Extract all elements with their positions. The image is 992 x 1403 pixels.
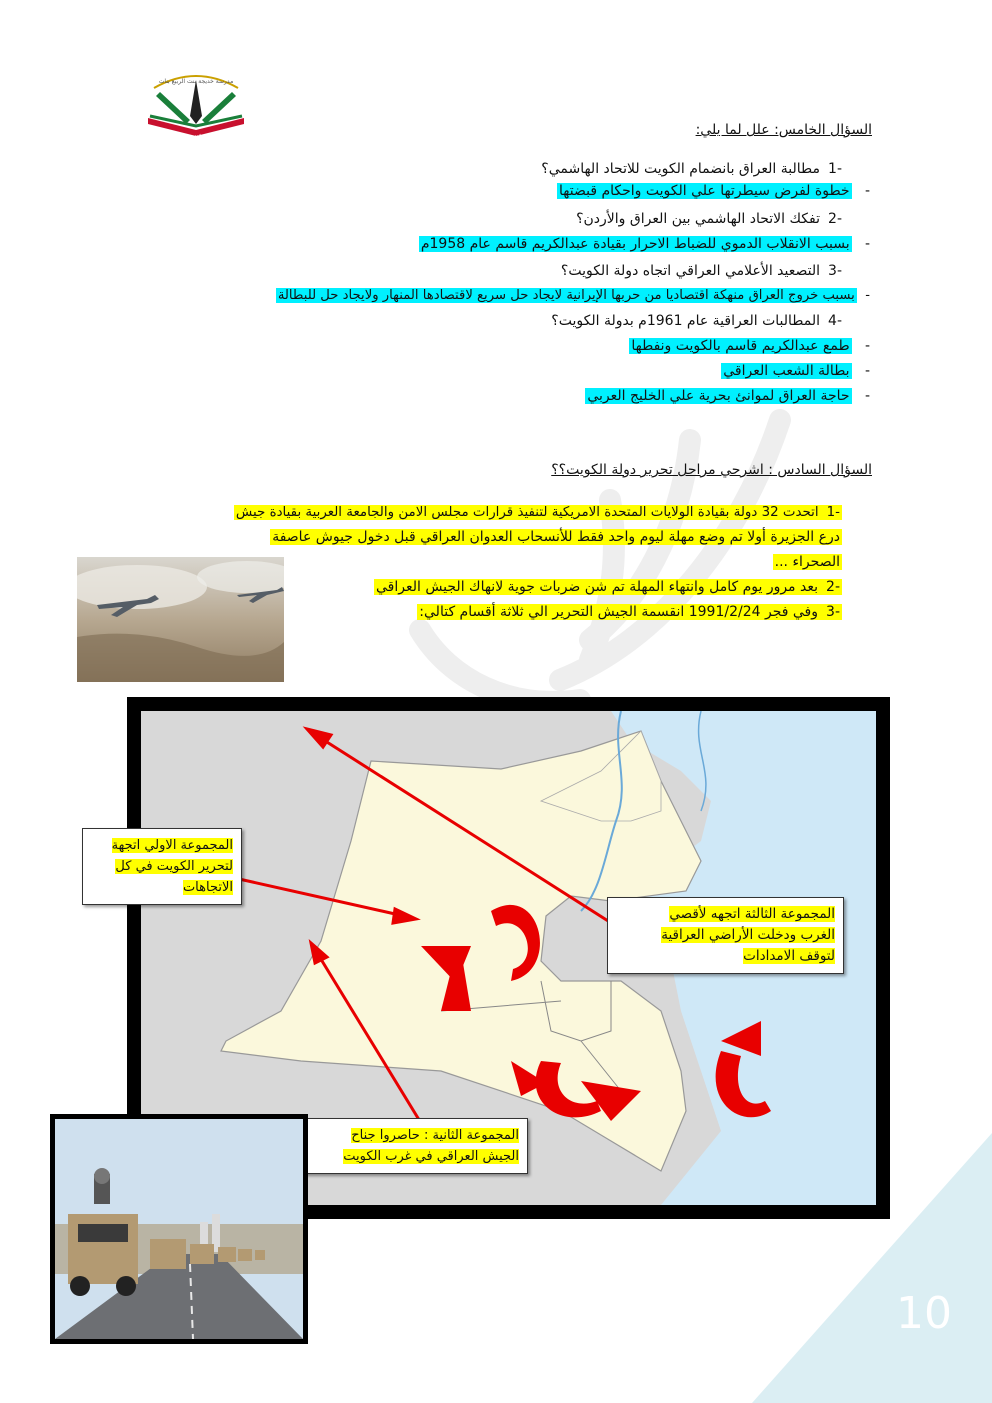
q5-item3-question: -3التصعيد الأعلامي العراقي اتجاه دولة الكويت؟ <box>560 263 842 279</box>
q5-item4-question: -4المطالبات العراقية عام 1961م بدولة الكويت؟ <box>551 313 842 329</box>
q6-point1-line3: الصحراء ... <box>774 554 840 570</box>
military-convoy-photo <box>50 1114 308 1344</box>
q5-item4-answer1: - طمع عبدالكريم قاسم بالكويت ونفطها <box>631 338 870 354</box>
logo-school-name: مدرسة خديجة بنت الربيع بنات <box>158 78 234 85</box>
watermark-graphic <box>360 380 820 740</box>
logo-motto: معاً للتميز <box>185 135 207 140</box>
question6-title: السؤال السادس : اشرحي مراحل تحرير دولة الكويت؟؟ <box>551 462 872 478</box>
callout-group3: المجموعة الثالثة اتجهه لأقصي الغرب ودخلت الأراضي العراقية لتوقف الامدادات <box>607 897 844 974</box>
q6-point1-line1: -1اتحدت 32 دولة بقيادة الولايات المتحدة الامريكية لتنفيذ قرارات مجلس الامن والجامعة العربية بقيادة جيش <box>235 505 840 520</box>
q6-point2: -2بعد مرور يوم كامل وانتهاء المهلة تم شن ضربات جوية لانهاك الجيش العراقي <box>375 579 840 595</box>
school-logo <box>140 70 252 140</box>
q5-item4-answer3: - حاجة العراق لموانئ بحرية علي الخليج العربي <box>587 388 870 404</box>
question5-title: السؤال الخامس: علل لما يلي: <box>695 122 872 138</box>
q5-item4-answer2: - بطالة الشعب العراقي <box>723 363 870 379</box>
q5-item3-answer: - بسبب خروج العراق منهكة اقتصاديا من حربها الإيرانية لايجاد حل سريع لاقتصادها المنهار ولايجاد حل للبطالة <box>277 288 870 303</box>
fighter-jets-photo <box>77 557 284 682</box>
q5-item1-question: -1مطالبة العراق بانضمام الكويت للاتحاد الهاشمي؟ <box>541 161 842 177</box>
callout-group2: المجموعة الثانية : حاصروا جناح الجيش العراقي في غرب الكويت <box>304 1118 528 1174</box>
q5-item1-answer: - خطوة لفرض سيطرتها علي الكويت واحكام قبضتها <box>559 183 870 199</box>
callout-group1: المجموعة الاولي اتجهة لتحرير الكويت في كل الاتجاهات <box>82 828 242 905</box>
page-number: 10 <box>896 1288 952 1339</box>
q6-point1-line2: درع الجزيرة أولا تم وضع مهلة ليوم واحد فقط للأنسحاب العدوان العراقي قبل دخول جيوش عاصفة <box>272 529 840 545</box>
q6-point3: -3وفي فجر 1991/2/24 انقسمة الجيش التحرير الي ثلاثة أقسام كتالي: <box>419 604 840 620</box>
q5-item2-question: -2تفكك الاتحاد الهاشمي بين العراق والأردن؟ <box>576 211 842 227</box>
q5-item2-answer: - بسبب الانقلاب الدموي للضباط الاحرار بقيادة عبدالكريم قاسم عام 1958م <box>420 236 870 252</box>
